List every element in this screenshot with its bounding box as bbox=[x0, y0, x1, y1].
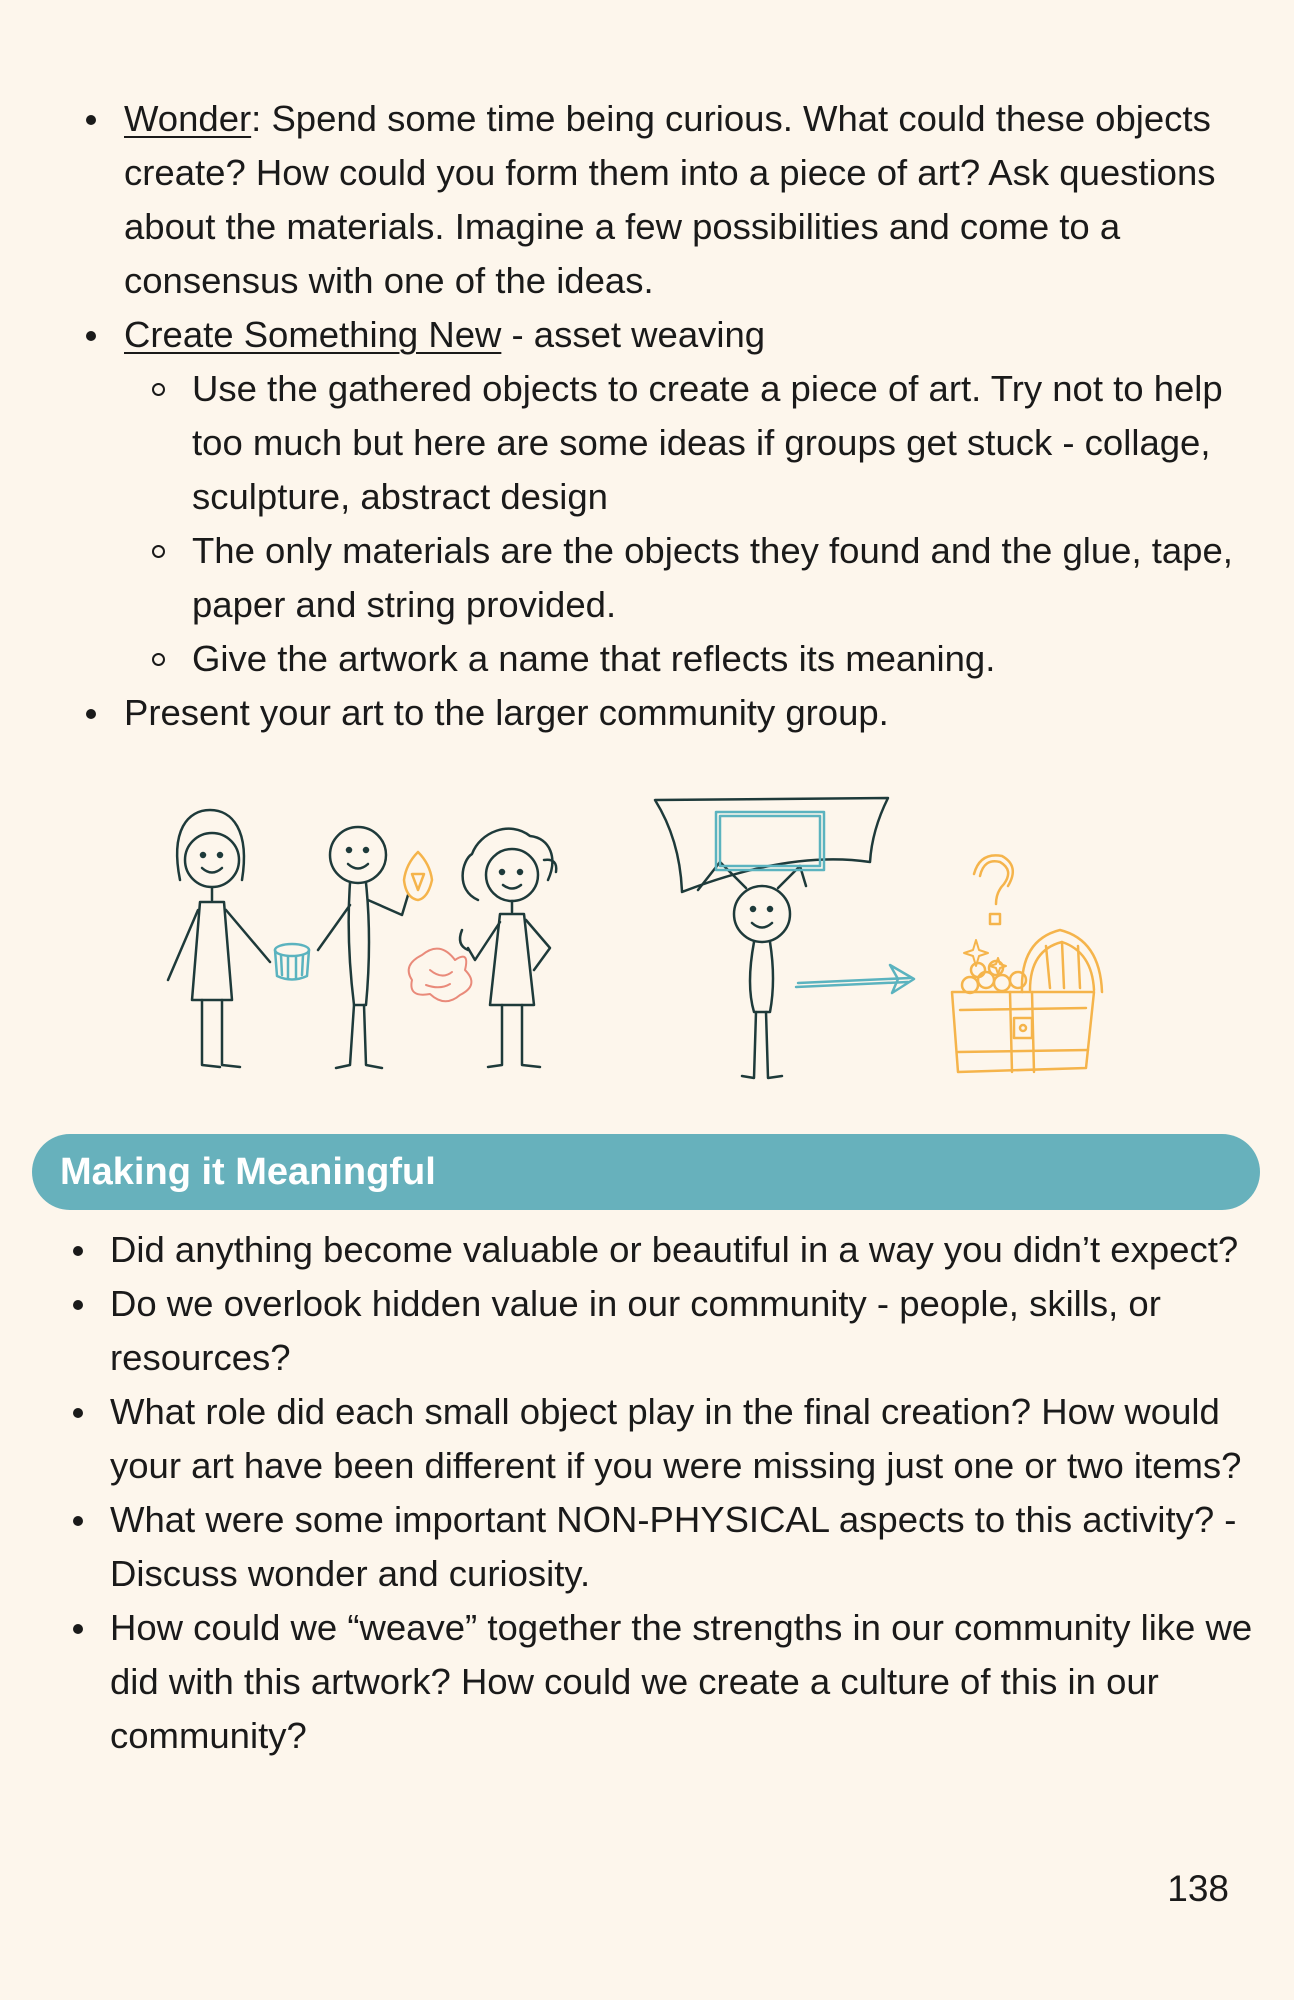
list-item: Do we overlook hidden value in our community - people, skills, or resources? bbox=[110, 1277, 1260, 1385]
sub-list-item: Use the gathered objects to create a piece of art. Try not to help too much but here are some ideas if groups get stuck - collage, sculpture, abstract design bbox=[192, 362, 1244, 524]
jar-icon bbox=[275, 944, 309, 980]
create-label: Create Something New bbox=[124, 314, 502, 355]
stick-figure-girl-curly-icon bbox=[460, 829, 556, 1067]
bullet bbox=[86, 709, 96, 719]
bullet bbox=[86, 331, 96, 341]
stick-figures-illustration bbox=[150, 780, 1140, 1080]
list-item: Did anything become valuable or beautiful in a way you didn’t expect? bbox=[110, 1223, 1260, 1277]
wonder-text: : Spend some time being curious. What could these objects create? How could you form them into a piece of art? Ask questions about the materials. Imagine a few possibilities and come to a consensus with one of the ideas. bbox=[124, 98, 1216, 301]
sub-list-item: Give the artwork a name that reflects its meaning. bbox=[192, 632, 1244, 686]
question-mark-icon bbox=[974, 855, 1013, 924]
wonder-label: Wonder bbox=[124, 98, 252, 139]
section-header bbox=[32, 1134, 1260, 1210]
list-item-create bbox=[124, 308, 1244, 686]
create-sub-list bbox=[124, 362, 1244, 686]
list-item-present bbox=[124, 686, 1244, 740]
list-item: What were some important NON-PHYSICAL aspects to this activity? - Discuss wonder and curiosity. bbox=[110, 1493, 1260, 1601]
treasure-chest-icon bbox=[952, 930, 1102, 1072]
bullet bbox=[73, 1300, 83, 1310]
bullet bbox=[73, 1408, 83, 1418]
sub-bullet bbox=[152, 383, 165, 396]
page-number: 138 bbox=[1167, 1868, 1229, 1909]
bullet bbox=[73, 1624, 83, 1634]
sub-list-item: The only materials are the objects they found and the glue, tape, paper and string provided. bbox=[192, 524, 1244, 632]
sub-bullet bbox=[152, 653, 165, 666]
bullet bbox=[73, 1516, 83, 1526]
list-item: What role did each small object play in the final creation? How would your art have been different if you were missing just one or two items? bbox=[110, 1385, 1260, 1493]
gem-icon bbox=[404, 852, 432, 900]
create-text: - asset weaving bbox=[501, 314, 766, 355]
bullet bbox=[73, 1246, 83, 1256]
arrow-right-icon bbox=[796, 965, 914, 993]
reflection-questions-list bbox=[110, 1223, 1260, 1763]
list-item-wonder bbox=[124, 92, 1244, 308]
section-title: Making it Meaningful bbox=[60, 1151, 436, 1193]
activity-steps-list bbox=[124, 92, 1244, 740]
cloth-icon bbox=[409, 949, 472, 1002]
list-item: How could we “weave” together the strengths in our community like we did with this artwork? How could we create a culture of this in our community? bbox=[110, 1601, 1260, 1763]
bullet bbox=[86, 115, 96, 125]
sub-bullet bbox=[152, 545, 165, 558]
stick-figure-girl-icon bbox=[168, 810, 270, 1067]
stick-figure-man-icon bbox=[318, 827, 408, 1068]
stick-figure-holding-sign-icon bbox=[655, 798, 888, 1078]
present-text: Present your art to the larger community group. bbox=[124, 692, 889, 733]
